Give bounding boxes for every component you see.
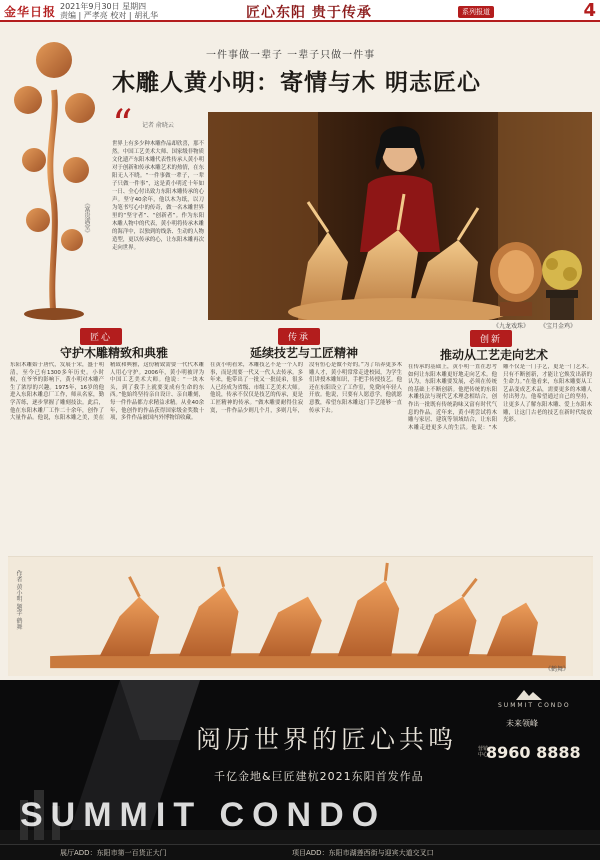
quote-mark-icon: “ (112, 102, 133, 148)
ad-brand-cn: 未来领峰 (506, 719, 538, 728)
ad-headline: 阅历世界的匠心共鸣 (196, 725, 458, 754)
caption-crane-dance: 《鹤舞》 (545, 666, 570, 673)
ad-footer (0, 844, 600, 860)
section-title-craft: 守护木雕精致和典雅 (60, 346, 169, 360)
section-title-heritage: 延续技艺与工匠精神 (250, 346, 359, 360)
ad-phone-label: 营销中心 (478, 746, 489, 758)
page-number: 4 (583, 0, 596, 21)
section-badge-innovation: 创新 (470, 330, 512, 347)
ad-subheadline: 千亿金地&巨匠建杭2021东阳首发作品 (214, 770, 424, 783)
section-badge-heritage: 传承 (278, 328, 320, 345)
caption-golden-rooster: 《宝月金鸡》 (540, 323, 577, 330)
ad-footer-showroom: 展厅ADD：东阳市第一百货正大门 (60, 849, 167, 857)
issue-date: 2021年9月30日 星期四 (60, 2, 147, 11)
article-kicker: 一件事做一辈子 一辈子只做一件事 (206, 50, 376, 61)
newspaper-logo: 金华日报 (4, 5, 57, 19)
section-body-innovation: 在传承的基础上，黄小明一直在思考如何让东阳木雕更好地走向艺术。他认为，东阳木雕要发展，必须在传统的基础上不断创新。他把传统的东阳木雕技法与现代艺术理念相结合，创作出一批既有传统韵味又富有时代气息的作品。近年来，黄小明尝试将木雕与家居、建筑等领域结合，让东阳木雕走进更多人的生活。他说：“木雕不仅是一门手艺，更是一门艺术。只有不断创新，才能让它焕发出新的生命力。”在他看来，东阳木雕要从工艺品变成艺术品，需要更多的木雕人付出努力。他希望通过自己的坚持，让更多人了解东阳木雕、爱上东阳木雕，让这门古老的技艺在新时代绽放光彩。 (408, 364, 592, 431)
golden-rooster-carving-image (534, 246, 590, 322)
ad-big-word: SUMMIT CONDO (20, 796, 387, 834)
issue-meta (60, 2, 158, 20)
ad-footer-project: 项目ADD：东阳市湖莲西街与迎宾大道交叉口 (292, 849, 434, 857)
article-intro: 世界上有多少种木雕作品却欣喜，那不然。中国工艺美术大师、国家级非物质文化遗产东阳木雕代表性传承人黄小明对于创新和传承木雕艺术的热情，在东阳无人不晓。“一件事做一辈子，一辈子只做一件事”，这是黄小明近十年如一日、全心付出致力东阳木雕传承的心声。坚守40余年，他以木为纸，以刀为笔书写心中的传奇，做一名木雕世界里的“坚守者”、“创新者”。作为东阳木雕人物中的代表，黄小明将传承木雕的海洋中，以独到的线条、生动的人物造型，更以传承的心，让东阳木雕再次走向世界。 (112, 141, 204, 251)
issue-editors: 责编 | 严孝亮 校对 | 胡礼华 (60, 11, 159, 20)
masthead (0, 0, 600, 22)
column-title: 匠心东阳 贵于传承 (246, 5, 372, 21)
woodcarving-tree-image (8, 30, 103, 320)
section-title-innovation: 推动从工艺走向艺术 (440, 348, 549, 362)
section-body-heritage: 在黄小明看来，木雕技艺不是一个人的事，而是需要一代又一代人去传承。多年来，他带出了一批又一批徒弟，很多人已经成为省级、市级工艺美术大师。他说，传承不仅仅是技艺的传承，更是工匠精神的传承。“做木雕要耐得住寂寞，一件作品少则几个月，多则几年，没有恒心是做不好的。”为了培养更多木雕人才，黄小明常常走进校园，为学生们讲授木雕知识，手把手传授技艺。他还在东阳设立了工作室，免费向年轻人开放。他说，只要有人愿意学，他就愿意教，希望东阳木雕这门手艺能够一直传承下去。 (210, 362, 402, 414)
mountain-logo-icon (516, 688, 542, 700)
ad-phone-number[interactable]: 8960 8888 (486, 743, 581, 762)
crane-dance-carving-image (8, 556, 593, 676)
ad-brand-en: SUMMIT CONDO (498, 702, 571, 709)
article-headline: 木雕人黄小明：寄情与木 明志匠心 (112, 69, 482, 96)
left-art-caption: 《富贵满堂》 (83, 200, 90, 236)
article-byline: 记者 俞晓云 (142, 122, 174, 129)
caption-nine-dragons: 《九龙戏珠》 (493, 323, 530, 330)
section-body-craft: 东阳木雕始于唐代，发展于宋，盛于明清，至今已有1300多年历史。小时候，在爷爷的影响下，黄小明对木雕产生了浓厚的兴趣。1975年，16岁的他进入东阳木雕总厂工作，师从名家，勤学苦练，逐步掌握了雕刻技法。此后，他在东阳木雕厂工作二十余年，创作了大量作品。他说，东阳木雕之美，美在精致和典雅，这份精致需要一代代木雕人用心守护。2006年，黄小明被评为中国工艺美术大师。他说：“一块木头，到了我手上就要变成有生命的东西。”他始终坚持亲自设计、亲自雕刻，每一件作品都力求精益求精。从业40余年，他创作的作品获得国家级金奖数十项，多件作品被国内外博物馆收藏。 (10, 362, 204, 422)
series-badge: 系列报道 (458, 6, 494, 18)
artist-signature: 作者 黄小明 题字 鹤舞 (15, 570, 22, 630)
section-badge-craft: 匠心 (80, 328, 122, 345)
